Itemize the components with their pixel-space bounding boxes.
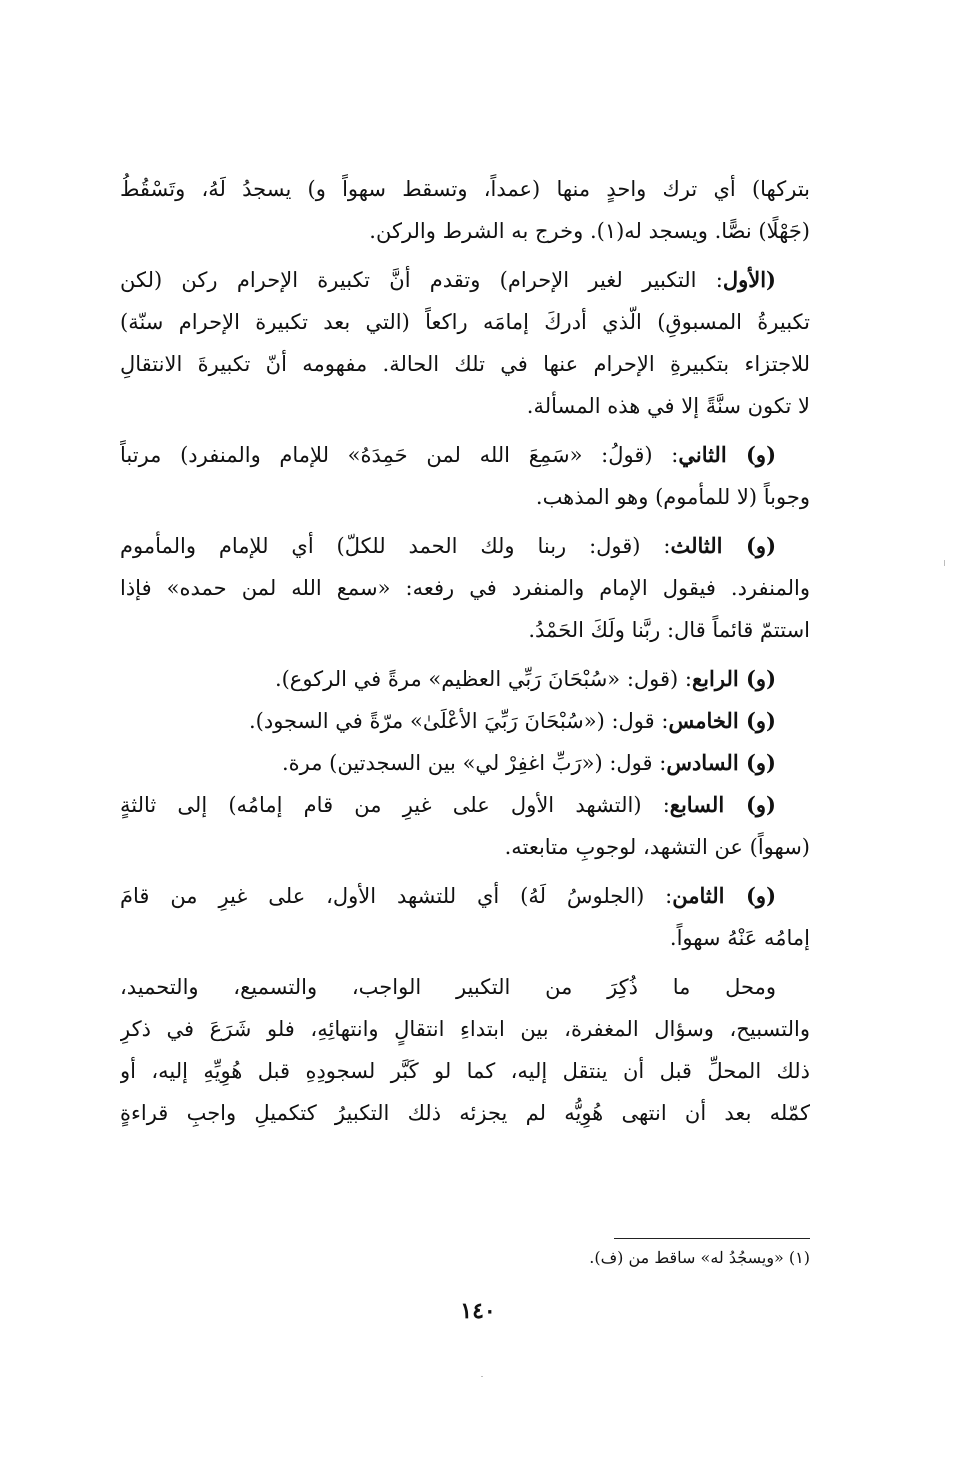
text-line-21: ذلك المحلِّ قبل أن ينتقل إليه، كما لو كَبَّر لسجودِهِ قبل هُوِيِّهِ إليه، أو <box>120 1059 810 1083</box>
text-line-1: بتركها) أي ترك واحدٍ منها (عمداً، وتسقط سهواً و) يسجدُ لَهُ، وتَسْقُطُ <box>120 177 810 201</box>
text-line-9 <box>120 525 810 567</box>
paragraph-lead: (و) الثالث <box>670 533 776 558</box>
text-line-7 <box>120 434 810 476</box>
text-line-13 <box>120 700 810 742</box>
text-line-19: ومحل ما ذُكِرَ من التكبير الواجب، والتسميع، والتحميد، <box>120 975 776 999</box>
text-line-10: والمنفرد. فيقول الإمام والمنفرد في رفعه: «سمع الله لمن حمده» فإذا <box>120 576 810 600</box>
paragraph-lead: (و) السابع <box>669 792 776 817</box>
paragraph-text: : (الجلوسُ لَهُ) أي للتشهد الأول، على غيرِ من قامَ <box>120 884 673 908</box>
text-line-12 <box>120 658 810 700</box>
text-line-22: كمّله بعد أن انتهى هُوِيُّه لم يجزئه ذلك التكبيرُ كتكميلِ واجبِ قراءةٍ <box>120 1101 810 1125</box>
text-line-3 <box>120 259 810 301</box>
text-line-8: وجوباً (لا للمأموم) وهو المذهب. <box>535 485 810 509</box>
paragraph-text: : (قول: ربنا ولك الحمد للكلّ) أي للإمام والمأموم <box>120 534 671 558</box>
text-line-5: للاجتزاء بتكبيرةِ الإحرام عنها في تلك الحالة. مفهومه أنّ تكبيرةَ الانتقالِ <box>120 352 810 376</box>
text-line-20: والتسبيح، وسؤال المغفرة، بين ابتداءِ انتقالٍ وانتهائِهِ، فلو شَرَعَ في ذكرِ <box>120 1017 810 1041</box>
text-line-4: تكبيرةُ المسبوقِ) الّذي أدركَ إمامَه راكعاً (التي بعد تكبيرة الإحرام سنّة) <box>120 310 810 334</box>
paragraph-text: : قول: («رَبِّ اغفِرْ لي» بين السجدتين) مرة. <box>281 751 667 775</box>
text-line-2: (جَهْلًا) نصًّا. ويسجد له(١). وخرج به الشرط والركن. <box>369 219 810 243</box>
paragraph-text: : (قول: «سُبْحَانَ رَبِّي العظيم» مرةً في الركوع). <box>274 667 692 691</box>
page-number: ١٤٠ <box>460 1298 496 1324</box>
scan-speck <box>944 560 945 566</box>
paragraph-lead: (و) الرابع <box>692 666 776 691</box>
text-line-11: استتمّ قائماً قال: ربَّنا ولَكَ الحَمْدُ. <box>528 618 810 642</box>
paragraph-text: : (التشهد الأول على غيرِ من قام إمامُه) إلى ثالثةٍ <box>120 793 670 817</box>
text-line-16: (سهواً) عن التشهد، لوجوبِ متابعته. <box>504 835 810 859</box>
text-line-6: لا تكون سنَّةً إلا في هذه المسألة. <box>526 394 810 418</box>
text-line-17 <box>120 875 810 917</box>
paragraph-lead: (الأول <box>722 267 776 292</box>
text-line-15 <box>120 784 810 826</box>
text-line-18: إمامُه عَنْهُ سهواً. <box>669 926 810 950</box>
paragraph-lead: (و) الخامس <box>668 708 776 733</box>
paragraph-lead: (و) الثاني <box>678 442 776 467</box>
paragraph-text: : التكبير لغير الإحرام) وتقدم أنَّ تكبيرة الإحرام ركن (لكن <box>120 268 723 292</box>
footnote: (١) «ويسجُدُ له» ساقط من (ف). <box>589 1248 810 1267</box>
paragraph-lead: (و) السادس <box>666 750 776 775</box>
footnote-separator <box>614 1238 810 1239</box>
body-text <box>120 168 810 1134</box>
paragraph-lead: (و) الثامن <box>672 883 777 908</box>
text-line-14 <box>120 742 810 784</box>
paragraph-text: : (قولُ: «سَمِعَ الله لمن حَمِدَهُ» للإمام والمنفرد) مرتباً <box>120 443 679 467</box>
paragraph-text: : قول: («سُبْحَانَ رَبِّيَ الأعْلَىٰ» مرّةً في السجود). <box>248 709 669 733</box>
scan-speck <box>481 1376 483 1377</box>
